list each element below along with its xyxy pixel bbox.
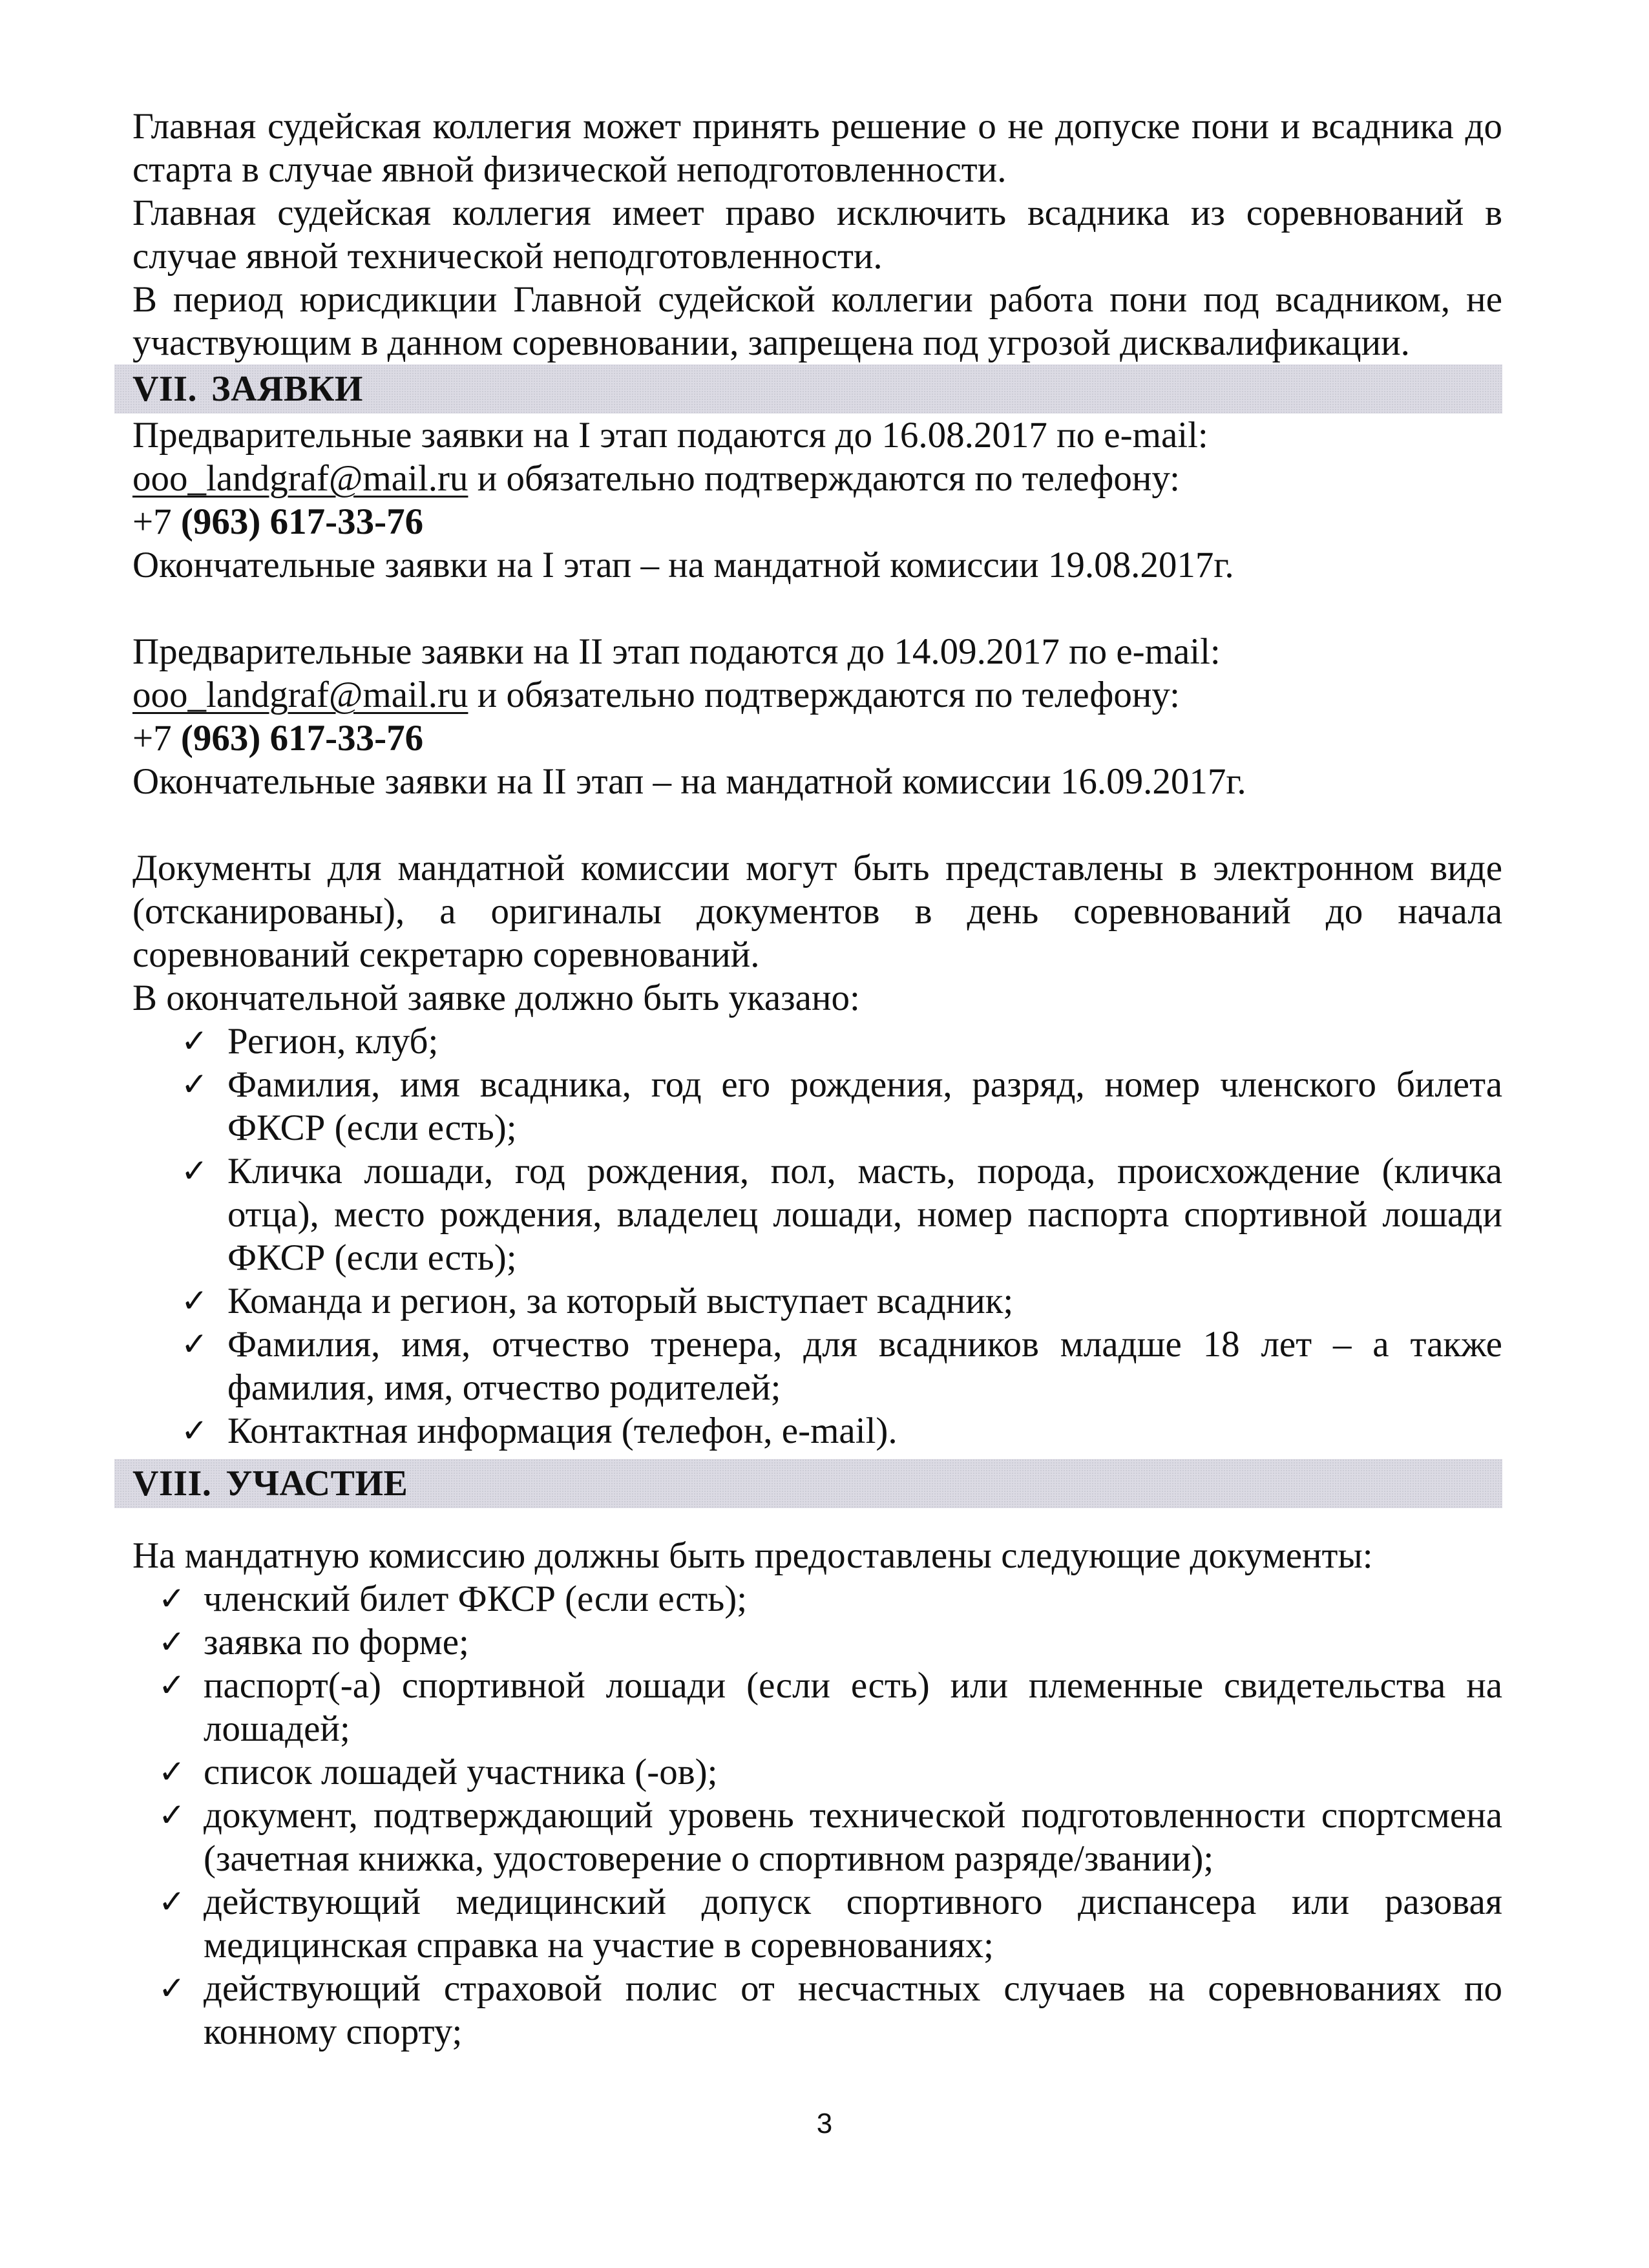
intro-paragraph: Главная судейская коллегия имеет право исключить всадника из соревнований в случае явной технической неподготовленности. <box>132 193 1502 277</box>
list-item-text: документ, подтверждающий уровень технической подготовленности спортсмена (зачетная книжка, удостоверение о спортивном разряде/звании); <box>204 1795 1502 1879</box>
list-item-text: Регион, клуб; <box>227 1021 439 1062</box>
check-icon: ✓ <box>158 1666 185 1704</box>
section-title: ЗАЯВКИ <box>211 368 363 409</box>
list-item-text: Кличка лошади, год рождения, пол, масть, порода, происхождение (кличка отца), место рождения, владелец лошади, номер паспорта спортивной лошади ФКСР (если есть); <box>227 1151 1502 1278</box>
document-page <box>132 105 1502 2053</box>
email-link[interactable]: ooo_landgraf@mail.ru <box>132 675 468 715</box>
list-item-text: заявка по форме; <box>204 1622 469 1663</box>
list-item-text: Фамилия, имя всадника, год его рождения, разряд, номер членского билета ФКСР (если есть); <box>227 1064 1502 1148</box>
documents-note: Документы для мандатной комиссии могут быть представлены в электронном виде (отсканированы), а оригиналы документов в день соревнований до начала соревнований секретарю соревнований. <box>132 848 1502 975</box>
check-icon: ✓ <box>158 1796 185 1834</box>
final-application-list <box>132 1020 1502 1453</box>
check-icon: ✓ <box>158 1969 185 2007</box>
final-application-lead: В окончательной заявке должно быть указано: <box>132 978 860 1018</box>
list-item <box>132 1279 1502 1323</box>
check-icon: ✓ <box>181 1152 208 1190</box>
list-item-text: действующий медицинский допуск спортивного диспансера или разовая медицинская справка на участие в соревнованиях; <box>204 1882 1502 1966</box>
list-item <box>132 1409 1502 1453</box>
list-item <box>132 1323 1502 1409</box>
check-icon: ✓ <box>181 1066 208 1103</box>
list-item <box>132 1621 1502 1664</box>
list-item <box>132 1020 1502 1063</box>
phone-prefix: +7 <box>132 501 181 542</box>
phone-number: (963) 617-33-76 <box>180 718 424 759</box>
section-title: УЧАСТИЕ <box>226 1463 408 1504</box>
list-item-text: членский билет ФКСР (если есть); <box>204 1579 748 1619</box>
list-item-text: действующий страховой полис от несчастных случаев на соревнованиях по конному спорту; <box>204 1968 1502 2052</box>
stage2-phone <box>132 717 1502 760</box>
check-icon: ✓ <box>181 1412 208 1449</box>
spacer <box>132 587 1502 630</box>
check-icon: ✓ <box>181 1022 208 1060</box>
section-number: VII. <box>132 368 198 409</box>
page-number: 3 <box>816 2108 833 2139</box>
stage2-final: Окончательные заявки на II этап – на мандатной комиссии 16.09.2017г. <box>132 761 1246 802</box>
section-heading-viii <box>114 1459 1502 1508</box>
section-heading-vii <box>114 364 1502 414</box>
list-item-text: паспорт(-а) спортивной лошади (если есть) или племенные свидетельства на лошадей; <box>204 1665 1502 1749</box>
participation-documents-list <box>132 1577 1502 2053</box>
list-item-text: список лошадей участника (-ов); <box>204 1752 718 1792</box>
section-number: VIII. <box>132 1463 212 1504</box>
check-icon: ✓ <box>158 1753 185 1790</box>
list-item-text: Команда и регион, за который выступает всадник; <box>227 1281 1014 1321</box>
stage1-prelim: Предварительные заявки на I этап подаются до 16.08.2017 по e-mail: <box>132 415 1208 456</box>
list-item <box>132 1063 1502 1150</box>
participation-lead: На мандатную комиссию должны быть предоставлены следующие документы: <box>132 1535 1373 1576</box>
intro-paragraph: В период юрисдикции Главной судейской коллегии работа пони под всадником, не участвующим в данном соревновании, запрещена под угрозой дисквалификации. <box>132 279 1502 363</box>
stage1-final: Окончательные заявки на I этап – на мандатной комиссии 19.08.2017г. <box>132 545 1234 585</box>
list-item <box>132 1750 1502 1794</box>
confirm-text: и обязательно подтверждаются по телефону: <box>468 675 1180 715</box>
list-item <box>132 1794 1502 1880</box>
intro-paragraph: Главная судейская коллегия может принять решение о не допуске пони и всадника до старта в случае явной физической неподготовленности. <box>132 106 1502 190</box>
check-icon: ✓ <box>158 1883 185 1920</box>
check-icon: ✓ <box>181 1282 208 1319</box>
spacer <box>132 803 1502 846</box>
phone-number: (963) 617-33-76 <box>180 501 424 542</box>
check-icon: ✓ <box>181 1325 208 1363</box>
stage1-phone <box>132 500 1502 543</box>
email-link[interactable]: ooo_landgraf@mail.ru <box>132 458 468 499</box>
phone-prefix: +7 <box>132 718 181 759</box>
stage1-email-line <box>132 457 1502 500</box>
stage2-email-line <box>132 673 1502 717</box>
list-item <box>132 1880 1502 1967</box>
list-item <box>132 1577 1502 1621</box>
stage2-prelim: Предварительные заявки на II этап подаются до 14.09.2017 по e-mail: <box>132 631 1221 672</box>
list-item-text: Контактная информация (телефон, e-mail). <box>227 1411 898 1451</box>
list-item <box>132 1967 1502 2053</box>
check-icon: ✓ <box>158 1623 185 1661</box>
list-item <box>132 1664 1502 1750</box>
check-icon: ✓ <box>158 1580 185 1617</box>
confirm-text: и обязательно подтверждаются по телефону: <box>468 458 1180 499</box>
list-item <box>132 1150 1502 1279</box>
list-item-text: Фамилия, имя, отчество тренера, для всадников младше 18 лет – а также фамилия, имя, отчество родителей; <box>227 1324 1502 1408</box>
